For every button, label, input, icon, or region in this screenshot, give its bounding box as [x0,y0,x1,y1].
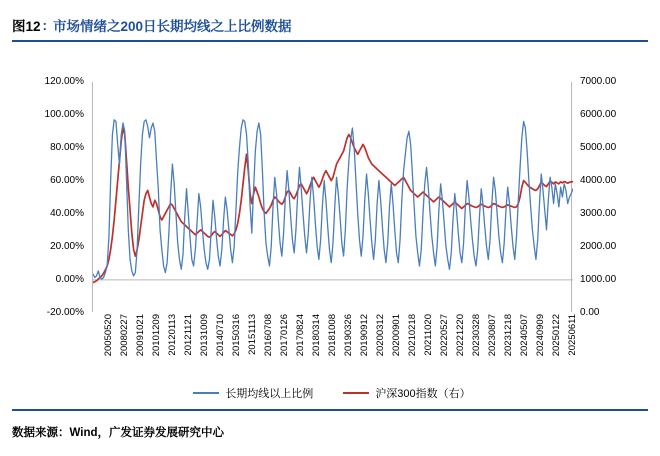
figure-number: 图12 [12,19,41,34]
source-note [12,420,648,444]
plot-area [92,82,572,312]
x-axis-tick: 20050520 [103,314,114,357]
x-axis-tick: 20181008 [327,314,338,357]
y-right-tick: 6000.00 [580,109,617,120]
y-axis-right-labels [576,76,642,318]
x-axis-tick: 20131009 [199,314,210,357]
y-axis-left-labels [18,76,88,318]
y-right-tick: 2000.00 [580,241,617,252]
y-right-tick: 4000.00 [580,175,617,186]
x-axis-tick: 20151113 [247,314,258,355]
x-axis-tick: 20190326 [343,314,354,357]
x-axis-tick: 20221220 [455,314,466,357]
legend-swatch-icon [343,392,369,395]
x-axis-tick: 20210218 [407,314,418,357]
x-axis-tick: 20200901 [391,314,402,357]
y-left-tick: 100.00% [44,109,84,120]
x-axis-tick: 20170126 [279,314,290,357]
x-axis-tick: 20160708 [263,314,274,357]
x-axis-tick: 20170824 [295,314,306,357]
x-axis-tick: 20180314 [311,314,322,357]
x-axis-tick: 20190912 [359,314,370,357]
x-axis-tick: 20220527 [439,314,450,357]
x-axis-labels [92,314,578,384]
x-axis-tick: 20140710 [215,314,226,357]
x-axis-tick: 20230807 [487,314,498,357]
y-left-tick: 20.00% [50,241,84,252]
x-axis-tick: 20200312 [375,314,386,357]
footer-divider [12,409,648,411]
y-left-tick: 40.00% [50,208,84,219]
y-left-tick: 120.00% [44,76,84,87]
x-axis-tick: 20211020 [423,314,434,356]
x-axis-tick: 20080227 [119,314,130,357]
legend-item-blue [193,385,313,401]
y-left-tick: 80.00% [50,142,84,153]
page-title: 市场情绪之200日长期均线之上比例数据 [53,19,292,34]
y-right-tick: 3000.00 [580,208,617,219]
x-axis-tick: 20150316 [231,314,242,357]
x-axis-tick: 20091021 [135,314,146,357]
legend-label: 长期均线以上比例 [225,388,314,400]
y-right-tick: 1000.00 [580,274,617,285]
x-axis-tick: 20240909 [535,314,546,357]
y-right-tick: 5000.00 [580,142,617,153]
chart-legend [92,382,572,404]
legend-swatch-icon [193,392,219,395]
series-lines [93,82,573,312]
legend-item-red [343,385,470,401]
x-axis-tick: 20231218 [503,314,514,357]
y-left-tick: 0.00% [55,274,84,285]
x-axis-tick: 20230328 [471,314,482,357]
x-axis-tick: 20120113 [167,314,178,356]
x-axis-tick: 20101209 [151,314,162,357]
figure-title-row [12,10,648,40]
x-axis-tick: 20240507 [519,314,530,357]
legend-label: 沪深300指数（右） [375,388,471,400]
chart-container [18,52,642,404]
y-left-tick: -20.00% [46,307,84,318]
title-divider-top [12,40,648,42]
source-text: 数据来源：Wind，广发证券发展研究中心 [12,427,224,439]
x-axis-tick: 20250611 [567,314,578,356]
y-right-tick: 7000.00 [580,76,617,87]
title-colon: : [42,17,48,33]
x-axis-tick: 20121121 [183,314,194,356]
y-left-tick: 60.00% [50,175,84,186]
y-right-tick: 0.00 [580,307,600,318]
x-axis-tick: 20250122 [551,314,562,357]
